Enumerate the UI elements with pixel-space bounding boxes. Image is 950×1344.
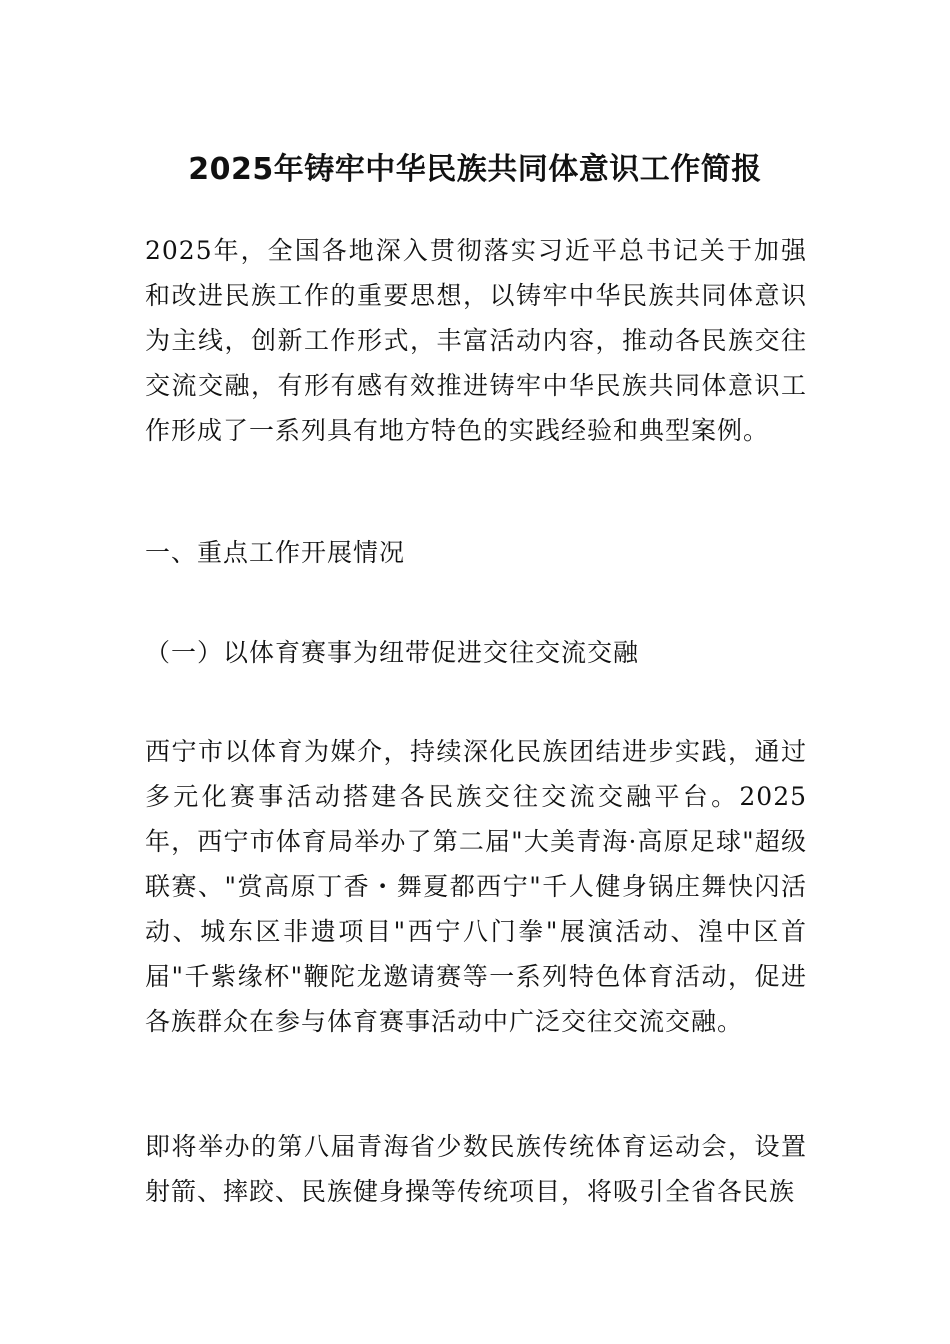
intro-paragraph: 2025年，全国各地深入贯彻落实习近平总书记关于加强和改进民族工作的重要思想，以铸牢中华民族共同体意识为主线，创新工作形式，丰富活动内容，推动各民族交往交流交融，有形有感有效推进铸牢中华民族共同体意识工作形成了一系列具有地方特色的实践经验和典型案例。 (145, 236, 807, 445)
section-heading: 一、重点工作开展情况 (145, 538, 406, 567)
subsection-heading: （一）以体育赛事为纽带促进交往交流交融 (145, 638, 640, 667)
document-title: 2025年铸牢中华民族共同体意识工作简报 (188, 152, 762, 188)
xining-paragraph: 西宁市以体育为媒介，持续深化民族团结进步实践，通过多元化赛事活动搭建各民族交往交流交融平台。2025年，西宁市体育局举办了第二届"大美青海·高原足球"超级联赛、"赏高原丁香・舞夏都西宁"千人健身锅庄舞快闪活动、城东区非遗项目"西宁八门拳"展演活动、湟中区首届"千紫缘杯"鞭陀龙邀请赛等一系列特色体育活动，促进各族群众在参与体育赛事活动中广泛交往交流交融。 (145, 737, 807, 1036)
games-paragraph: 即将举办的第八届青海省少数民族传统体育运动会，设置射箭、摔跤、民族健身操等传统项目，将吸引全省各民族 (145, 1132, 807, 1206)
